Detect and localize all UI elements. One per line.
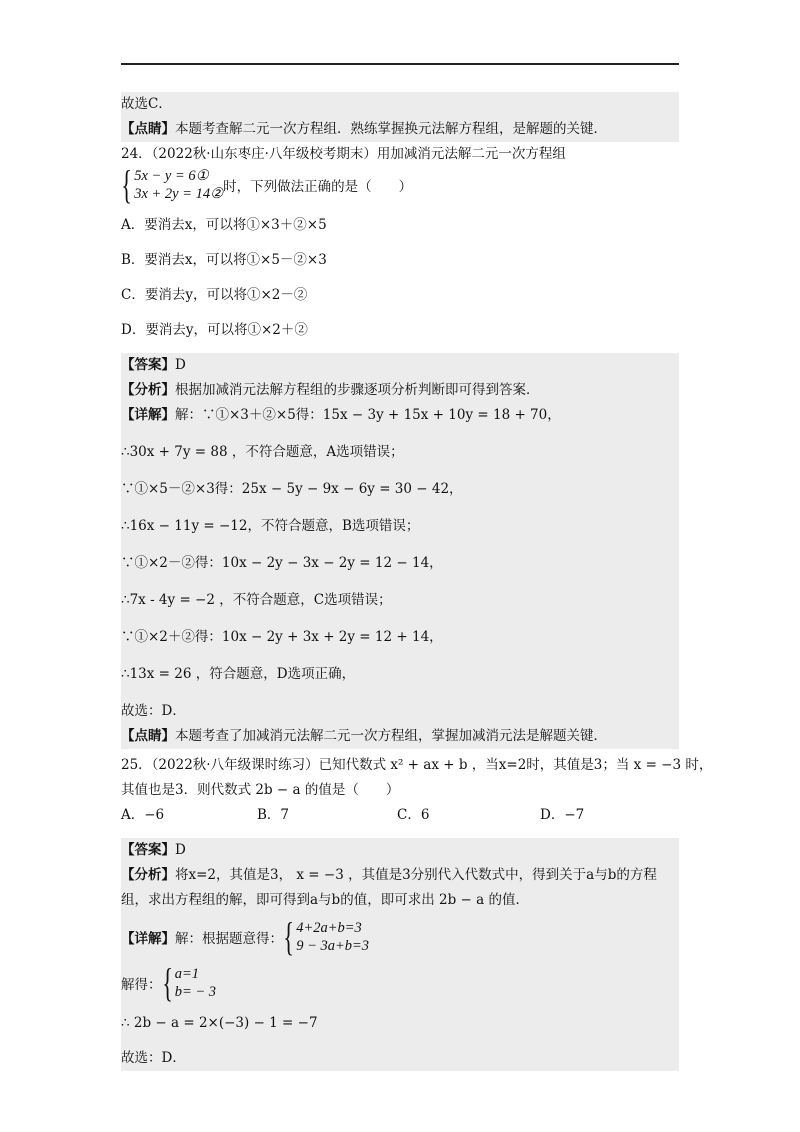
q24-detail-line: ∴7x - 4y = −2 ，不符合题意，C选项错误； [121, 592, 392, 608]
q25-choice: 故选：D． [121, 1050, 186, 1066]
detail-intro: 解：根据题意得： [175, 931, 283, 947]
q25-analysis-line1: 【分析】将x=2，其值是3， x = −3 ，其值是3分别代入代数式中，得到关于a与b的方程 [121, 867, 657, 883]
detail-tag: 【详解】 [121, 931, 175, 947]
q24-choice: 故选：D． [121, 703, 186, 719]
q24-detail-line: ∴13x = 26 ，符合题意，D选项正确， [121, 666, 356, 682]
header-rule [121, 63, 679, 65]
q25-option-c: C．6 [397, 807, 430, 823]
q24-solution-block [121, 353, 679, 749]
answer-tag: 【答案】 [121, 357, 175, 373]
q25-answer [121, 838, 679, 863]
analysis-tag: 【分析】 [121, 867, 175, 883]
q24-option-d: D．要消去y，可以将①×2＋② [121, 322, 308, 338]
prev-choice: 故选C． [121, 96, 172, 112]
q25-option-a: A．−6 [121, 807, 165, 823]
q25-sys1-eq1: 4+2a+b=3 [296, 920, 362, 936]
q25-options [121, 803, 679, 828]
comment-text: 本题考查了加减消元法解二元一次方程组，掌握加减消元法是解题关键． [175, 728, 607, 744]
q25-sys1-eq2: 9 − 3a+b=3 [296, 938, 370, 954]
detail-tag: 【详解】 [121, 407, 175, 423]
analysis-text: 根据加减消元法解方程组的步骤逐项分析判断即可得到答案． [175, 382, 540, 398]
q24-answer [121, 353, 679, 378]
prev-solution-block [121, 92, 679, 142]
q24-eq1: 5x − y = 6① [134, 168, 209, 184]
q24-comment [121, 724, 679, 749]
q25-solution-block [121, 838, 679, 1071]
q25-result: ∴ 2b − a = 2×(−3) − 1 = −7 [121, 1015, 318, 1031]
answer-tag: 【答案】 [121, 842, 175, 858]
solve-label: 解得： [121, 977, 162, 993]
q25-solution-system [121, 960, 679, 1005]
q24-stem: 24．（2022秋·山东枣庄·八年级校考期末）用加减消元法解二元一次方程组 [121, 146, 566, 162]
answer-value: D [175, 842, 186, 858]
q24-stem-tail: 时，下列做法正确的是（ ） [223, 179, 413, 195]
q25-sys2-eq1: a=1 [174, 966, 199, 982]
comment-tag: 【点睛】 [121, 728, 175, 744]
comment-text: 本题考查解二元一次方程组．熟练掌握换元法解方程组，是解题的关键． [175, 121, 607, 137]
document-page [121, 92, 713, 1071]
q25-stem-line1: 25．（2022秋·八年级课时练习）已知代数式 x² + ax + b ，当x=2时，其值是3；当 x = −3 时， [121, 757, 713, 773]
prev-comment [121, 117, 679, 142]
q24-detail-line: 【详解】解：∵①×3＋②×5得：15x − 3y + 15x + 10y = 18 + 70， [121, 407, 561, 423]
brace-icon: { [283, 914, 294, 959]
q24-detail-line: ∵①×2－②得：10x − 2y − 3x − 2y = 12 − 14， [121, 555, 443, 571]
q24-option-b: B．要消去x，可以将①×5－②×3 [121, 252, 327, 268]
q24-detail-line: ∵①×2＋②得：10x − 2y + 3x + 2y = 12 + 14， [121, 629, 443, 645]
q24-detail-line: ∵①×5－②×3得：25x − 5y − 9x − 6y = 30 − 42， [121, 481, 463, 497]
q25-analysis-line2: 组，求出方程组的解，即可得到a与b的值，即可求出 2b − a 的值． [121, 892, 529, 908]
q25-stem-line2: 其值也是3．则代数式 2b − a 的值是（ ） [121, 782, 400, 798]
q24-detail-line: ∴30x + 7y = 88 ，不符合题意，A选项错误； [121, 444, 404, 460]
q24-detail-line: ∴16x − 11y = −12，不符合题意，B选项错误； [121, 518, 420, 534]
q24-eq2: 3x + 2y = 14② [134, 186, 224, 202]
brace-icon: { [161, 960, 173, 1005]
q25-option-d: D．−7 [540, 807, 585, 823]
brace-icon: { [121, 162, 132, 207]
q24-equation-system [121, 162, 679, 207]
answer-value: D [175, 357, 186, 373]
q24-option-c: C．要消去y，可以将①×2－② [121, 287, 308, 303]
q25-detail-system [121, 913, 679, 959]
q24-option-a: A．要消去x，可以将①×3＋②×5 [121, 217, 327, 233]
q25-option-b: B．7 [257, 807, 290, 823]
q24-analysis [121, 378, 679, 403]
q25-sys2-eq2: b= − 3 [174, 984, 217, 1000]
comment-tag: 【点睛】 [121, 121, 175, 137]
analysis-tag: 【分析】 [121, 382, 175, 398]
